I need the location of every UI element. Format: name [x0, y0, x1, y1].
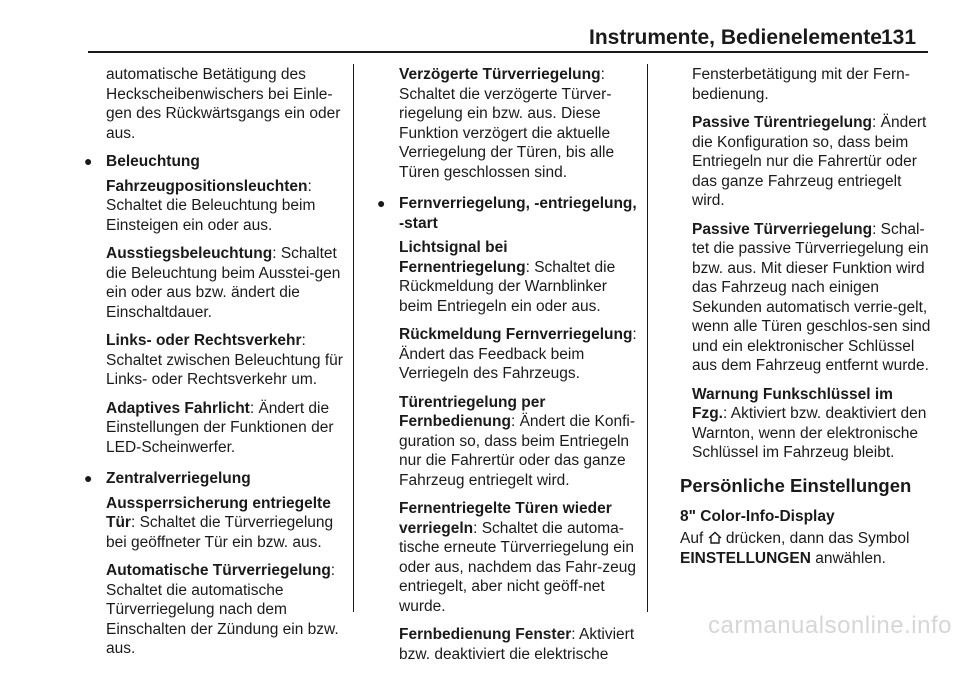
settings-label: EINSTELLUNGEN [680, 549, 811, 567]
setting-item: Passive Türentriegelung: Ändert die Konfiguration so, dass beim Entriegeln nur die Fahrertür oder das ganze Fahrzeug entriegelt wird. [692, 114, 927, 209]
bullet-dot-icon: ● [84, 153, 93, 169]
setting-item: Passive Türverriegelung: Schal-tet die passive Türverriegelung ein bzw. aus. Mit dieser Funktion wird das Fahrzeug nach einigen Sekunden automatisch verrie-gelt, wenn alle Türen geschlos-sen sind und ein elektronischer Schlüssel aus dem Fahrzeug entfernt wurde. [692, 220, 931, 374]
column-divider-1 [353, 64, 354, 612]
paragraph-continuation: automatische Betätigung des Heckscheibenwischers bei Einle-gen des Rückwärtsgangs ein oder aus. [106, 66, 341, 142]
bullet-beleuchtung [84, 152, 346, 172]
column-3 [680, 65, 932, 568]
bullet-dot-icon: ● [84, 470, 93, 486]
setting-item: Lichtsignal bei Fernentriegelung: Schaltet die Rückmeldung der Warnblinker beim Entriegeln ein oder aus. [399, 239, 616, 315]
column-divider-2 [647, 64, 648, 612]
setting-item: Links- oder Rechtsverkehr: Schaltet zwischen Beleuchtung für Links- oder Rechtsverkehr um. [106, 332, 343, 388]
setting-item: Rückmeldung Fernverriegelung: Ändert das Feedback beim Verriegeln des Fahrzeugs. [399, 326, 637, 382]
instruction-text: Auf drücken, dann das Symbol EINSTELLUNGEN anwählen. [680, 530, 910, 567]
setting-item: Fahrzeugpositionsleuchten: Schaltet die Beleuchtung beim Einsteigen ein oder aus. [106, 177, 316, 234]
setting-item: Automatische Türverriegelung: Schaltet die automatische Türverriegelung nach dem Einschalten der Zündung ein bzw. aus. [106, 562, 339, 657]
setting-item: Verzögerte Türverriegelung: Schaltet die verzögerte Türver-riegelung ein bzw. aus. Diese Funktion verzögert die aktuelle Verriegelung der Türen, bis alle Türen geschlossen sind. [399, 66, 615, 181]
setting-item: Warnung Funkschlüssel im Fzg.: Aktiviert bzw. deaktiviert den Warnton, wenn der elektronische Schlüssel im Fahrzeug bleibt. [692, 385, 927, 461]
watermark: carmanualsonline.info [708, 612, 952, 639]
column-2 [377, 65, 639, 673]
page-title: Instrumente, Bedienelemente [589, 26, 882, 49]
setting-item: Türentriegelung per Fernbedienung: Ändert die Konfi-guration so, dass beim Entriegeln nur die Fahrertür oder das ganze Fahrzeug entriegelt wird. [399, 393, 636, 489]
setting-item: Aussperrsicherung entriegelte Tür: Schaltet die Türverriegelung bei geöffneter Tür ein bzw. aus. [106, 494, 334, 551]
header-rule [88, 51, 928, 53]
section-heading: Persönliche Einstellungen [680, 474, 912, 496]
setting-item: Ausstiegsbeleuchtung: Schaltet die Beleuchtung beim Ausstei-gen ein oder aus bzw. ändert die Einschaltdauer. [106, 245, 341, 321]
bullet-fernverriegelung [377, 194, 639, 233]
bullet-title: Beleuchtung [106, 153, 200, 170]
home-icon [708, 531, 722, 544]
bullet-zentralverriegelung [84, 469, 346, 489]
setting-item: Fernbedienung Fenster: Aktiviert bzw. deaktiviert die elektrische [399, 626, 635, 663]
subheading: 8" Color-Info-Display [680, 507, 835, 525]
bullet-dot-icon: ● [377, 195, 386, 211]
paragraph-continuation: Fensterbetätigung mit der Fern-bedienung. [692, 66, 910, 103]
setting-item: Fernentriegelte Türen wieder verriegeln: Schaltet die automa-tische erneute Türverriegelung ein oder aus, nachdem das Fahr-zeug entriegelt, aber nicht geöff-net wurde. [399, 500, 636, 615]
page-number: 131 [881, 26, 917, 49]
setting-item: Adaptives Fahrlicht: Ändert die Einstellungen der Funktionen der LED-Scheinwerfer. [106, 399, 334, 456]
bullet-title: Fernverriegelung, -entriegelung, -start [399, 195, 637, 232]
column-1 [84, 65, 346, 668]
bullet-title: Zentralverriegelung [106, 470, 251, 487]
